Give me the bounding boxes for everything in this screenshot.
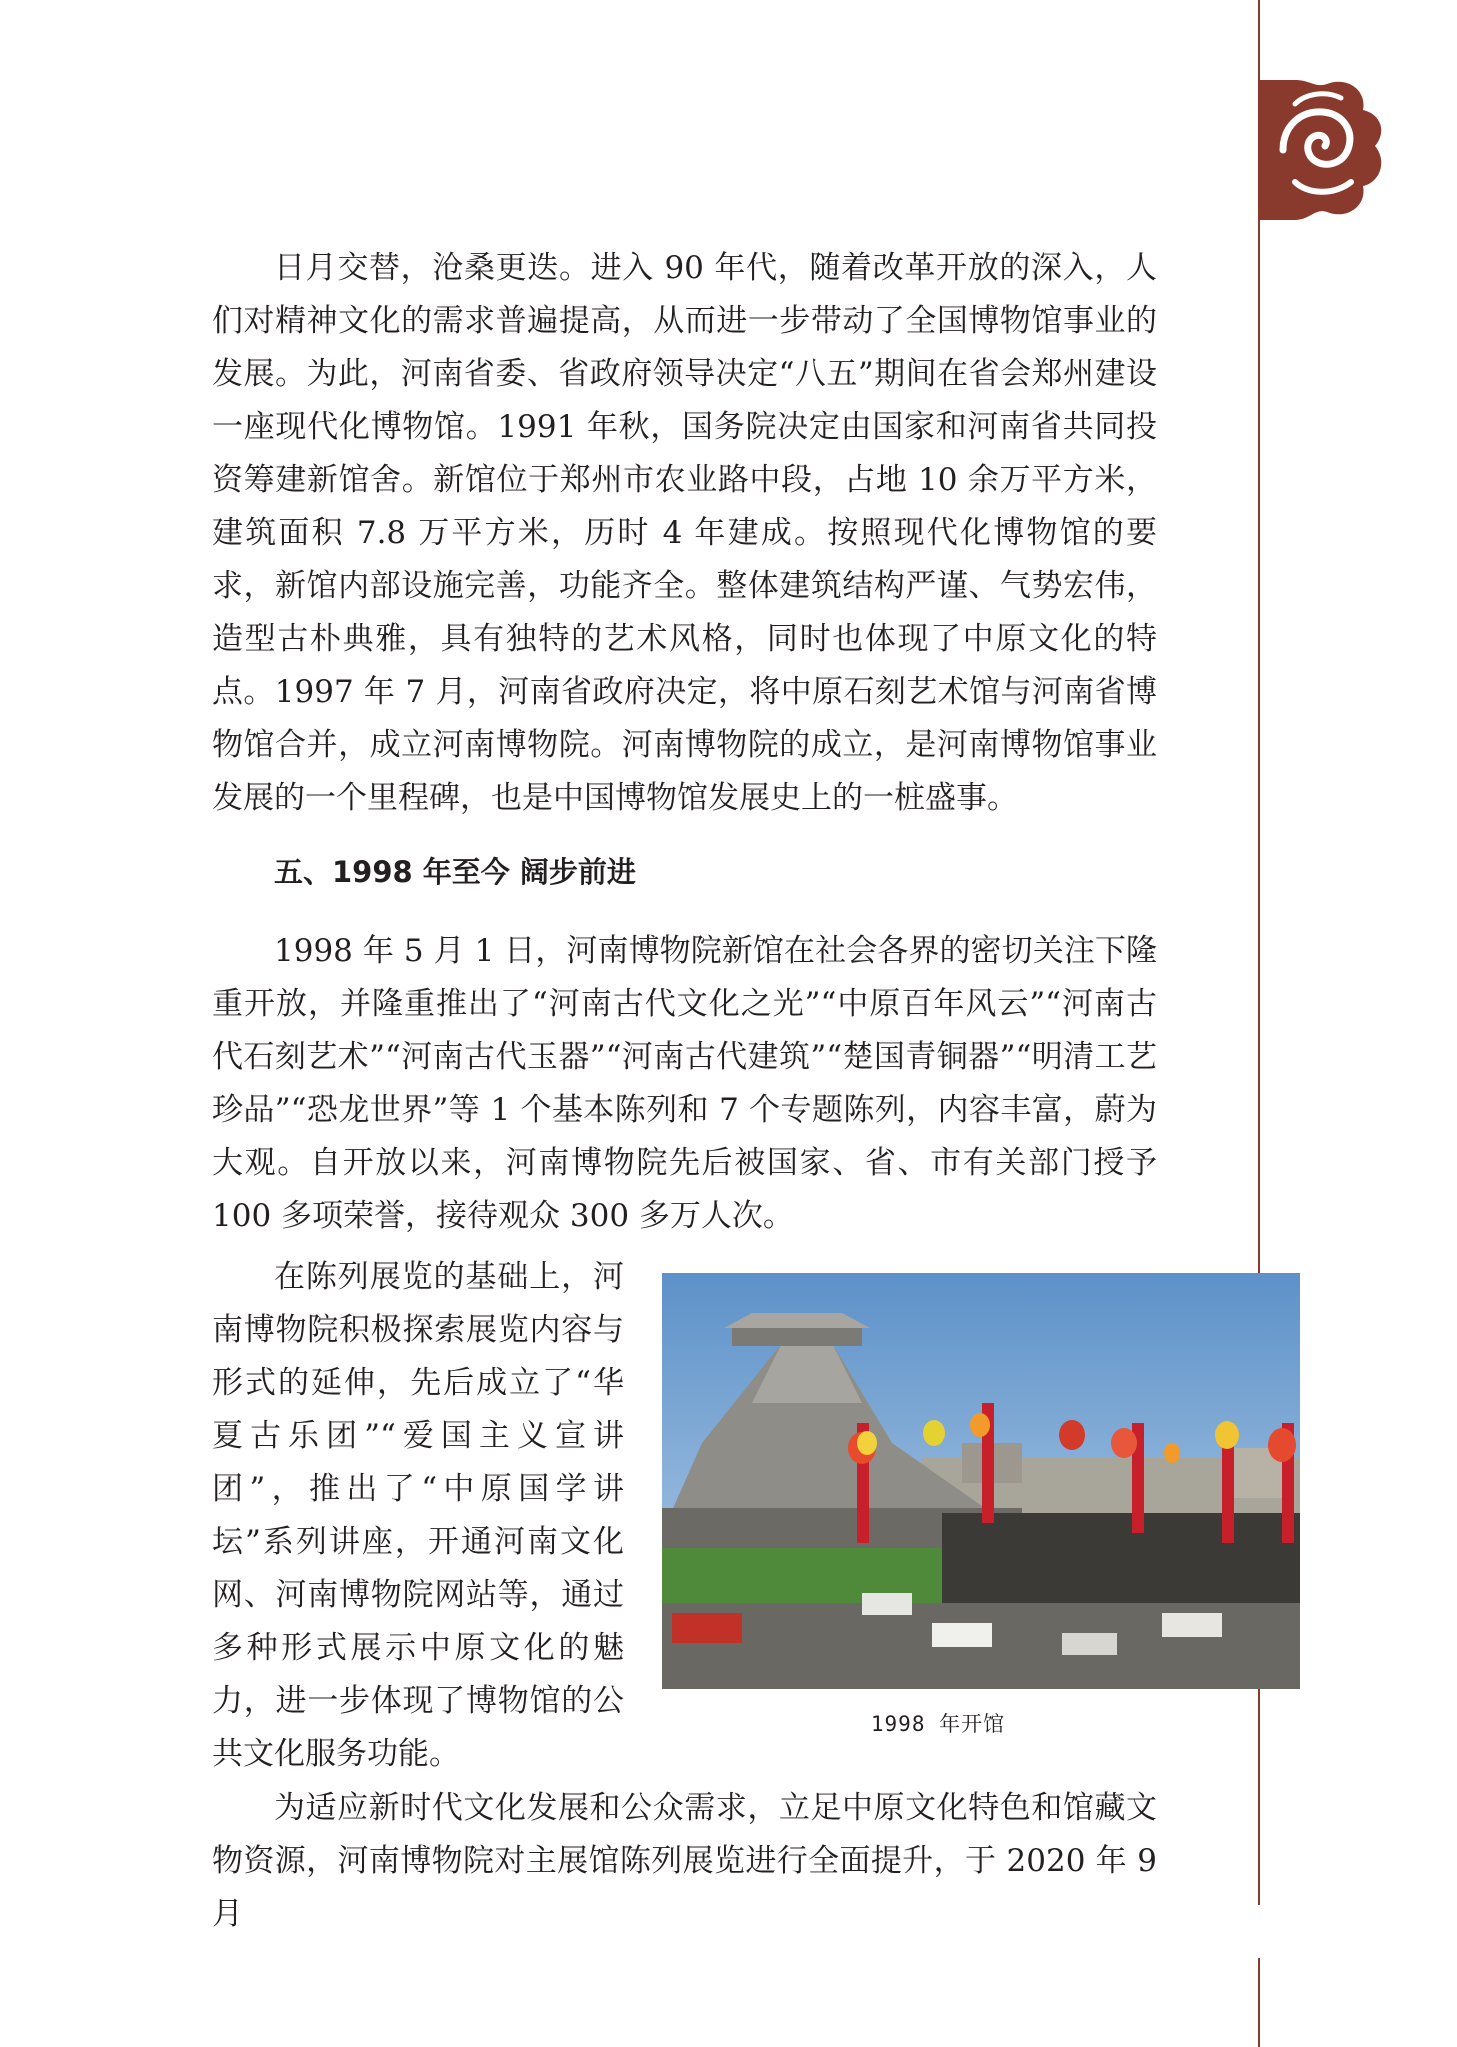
museum-opening-photo: [662, 1273, 1300, 1689]
paragraph-2: [212, 925, 1157, 1243]
paragraph-4-text: 为适应新时代文化发展和公众需求，立足中原文化特色和馆藏文物资源，河南博物院对主展馆陈列展览进行全面提升，于 2020 年 9 月: [212, 1790, 1157, 1932]
margin-rule-lower: [1258, 1958, 1260, 2047]
paragraph-1-text: 日月交替，沧桑更迭。进入 90 年代，随着改革开放的深入，人们对精神文化的需求普遍提高，从而进一步带动了全国博物馆事业的发展。为此，河南省委、省政府领导决定“八五”期间在省会郑州建设一座现代化博物馆。1991 年秋，国务院决定由国家和河南省共同投资筹建新馆舍。新馆位于郑州市农业路中段，占地 10 余万平方米，建筑面积 7.8 万平方米，历时 4 年建成。按照现代化博物馆的要求，新馆内部设施完善，功能齐全。整体建筑结构严谨、气势宏伟，造型古朴典雅，具有独特的艺术风格，同时也体现了中原文化的特点。1997 年 7 月，河南省政府决定，将中原石刻艺术馆与河南省博物馆合并，成立河南博物院。河南博物院的成立，是河南博物馆事业发展的一个里程碑，也是中国博物馆发展史上的一桩盛事。: [212, 250, 1157, 816]
paragraph-3: [212, 1251, 624, 1781]
cloud-ornament-icon: [1255, 70, 1385, 230]
paragraph-1: [212, 242, 1157, 825]
paragraph-2-text: 1998 年 5 月 1 日，河南博物院新馆在社会各界的密切关注下隆重开放，并隆重推出了“河南古代文化之光”“中原百年风云”“河南古代石刻艺术”“河南古代玉器”“河南古代建筑”“楚国青铜器”“明清工艺珍品”“恐龙世界”等 1 个基本陈列和 7 个专题陈列，内容丰富，蔚为大观。自开放以来，河南博物院先后被国家、省、市有关部门授予 100 多项荣誉，接待观众 300 多万人次。: [212, 933, 1157, 1234]
paragraph-3-text: 在陈列展览的基础上，河南博物院积极探索展览内容与形式的延伸，先后成立了“华夏古乐团”“爱国主义宣讲团”，推出了“中原国学讲坛”系列讲座，开通河南文化网、河南博物院网站等，通过多种形式展示中原文化的魅力，进一步体现了博物馆的公共文化服务功能。: [212, 1259, 624, 1772]
paragraph-4: [212, 1782, 1157, 1941]
photo-caption: 1998 年开馆: [870, 1712, 1006, 1736]
section-heading: 五、1998 年至今 阔步前进: [274, 855, 636, 889]
